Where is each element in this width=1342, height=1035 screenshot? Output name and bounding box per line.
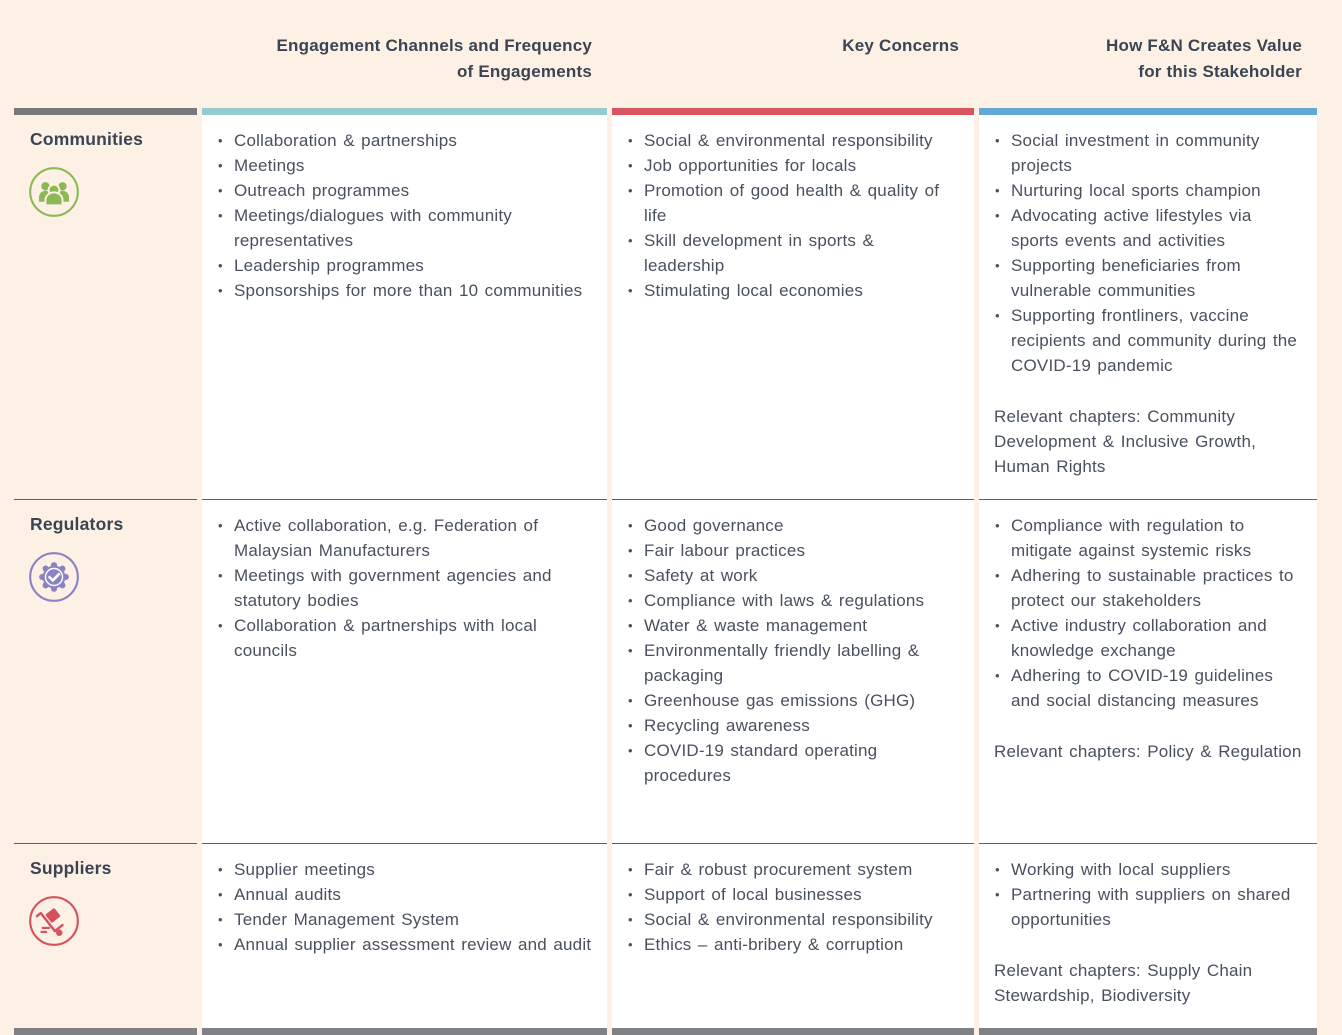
relevant-chapters-note: Relevant chapters: Community Development & Inclusive Growth, Human Rights <box>994 407 1257 476</box>
relevant-chapters-note: Relevant chapters: Supply Chain Stewardship, Biodiversity <box>994 961 1253 1005</box>
concerns-column-bar <box>612 108 974 115</box>
bullet-item <box>217 613 592 663</box>
engagement-channels-cell <box>202 843 607 1028</box>
bullet-text: Meetings/dialogues with community representatives <box>234 206 512 250</box>
key-concerns-cell <box>612 843 974 1028</box>
engagement-bullet-list <box>217 128 592 303</box>
bullet-text: Advocating active lifestyles via sports events and activities <box>1011 206 1252 250</box>
bullet-dot-icon: • <box>628 693 633 708</box>
bullet-text: Fair labour practices <box>644 541 806 560</box>
bullet-text: Collaboration & partnerships with local councils <box>234 616 537 660</box>
bullet-item <box>994 857 1302 882</box>
bullet-dot-icon: • <box>218 937 223 952</box>
value-creation-cell <box>979 499 1317 843</box>
bullet-dot-icon: • <box>628 618 633 633</box>
bullet-dot-icon: • <box>995 518 1000 533</box>
bullet-dot-icon: • <box>628 718 633 733</box>
bullet-text: Safety at work <box>644 566 758 585</box>
bullet-item <box>994 303 1302 378</box>
bullet-item <box>994 613 1302 663</box>
bullet-dot-icon: • <box>628 887 633 902</box>
bullet-text: Active collaboration, e.g. Federation of Malaysian Manufacturers <box>234 516 539 560</box>
bullet-text: Greenhouse gas emissions (GHG) <box>644 691 916 710</box>
bullet-item <box>217 513 592 563</box>
bullet-item <box>217 857 592 882</box>
bullet-item <box>217 882 592 907</box>
stakeholder-cell-communities <box>14 115 197 499</box>
column-header-stakeholder <box>14 0 197 108</box>
column-header-engagement-channels <box>202 0 607 108</box>
bullet-text: Partnering with suppliers on shared opportunities <box>1011 885 1291 929</box>
bullet-item <box>627 882 959 907</box>
bullet-text: Skill development in sports & leadership <box>644 231 875 275</box>
bullet-text: COVID-19 standard operating procedures <box>644 741 878 785</box>
bullet-text: Stimulating local economies <box>644 281 864 300</box>
bullet-item <box>994 203 1302 253</box>
value-bullet-list <box>994 513 1302 713</box>
bullet-text: Social & environmental responsibility <box>644 910 933 929</box>
bullet-dot-icon: • <box>995 308 1000 323</box>
bullet-item <box>217 153 592 178</box>
header-line: How F&N Creates Value <box>1106 36 1302 55</box>
bullet-text: Tender Management System <box>234 910 460 929</box>
bullet-item <box>627 932 959 957</box>
concerns-bullet-list <box>627 513 959 788</box>
bullet-item <box>627 713 959 738</box>
bullet-item <box>627 538 959 563</box>
bullet-dot-icon: • <box>218 133 223 148</box>
bullet-item <box>217 907 592 932</box>
key-concerns-cell <box>612 115 974 499</box>
bullet-dot-icon: • <box>628 158 633 173</box>
bullet-item <box>217 563 592 613</box>
header-line: of Engagements <box>456 62 592 81</box>
bullet-item <box>994 663 1302 713</box>
bullet-text: Ethics – anti-bribery & corruption <box>644 935 904 954</box>
header-line: Engagement Channels and Frequency <box>276 36 592 55</box>
bullet-item <box>217 178 592 203</box>
bullet-text: Job opportunities for locals <box>644 156 857 175</box>
column-header-value-creation <box>979 0 1317 108</box>
bullet-item <box>627 613 959 638</box>
bullet-item <box>627 588 959 613</box>
bullet-item <box>217 253 592 278</box>
bullet-dot-icon: • <box>995 568 1000 583</box>
bullet-text: Adhering to COVID-19 guidelines and social distancing measures <box>1011 666 1274 710</box>
concerns-bullet-list <box>627 857 959 957</box>
bullet-text: Annual audits <box>234 885 342 904</box>
value-creation-cell <box>979 115 1317 499</box>
bullet-text: Social & environmental responsibility <box>644 131 933 150</box>
bullet-dot-icon: • <box>218 518 223 533</box>
stakeholder-engagement-table <box>14 0 1317 1035</box>
engagement-channels-cell <box>202 115 607 499</box>
bullet-item <box>627 228 959 278</box>
bullet-text: Outreach programmes <box>234 181 410 200</box>
bullet-item <box>217 203 592 253</box>
header-line: Key Concerns <box>842 36 959 55</box>
bullet-dot-icon: • <box>628 518 633 533</box>
bullet-dot-icon: • <box>218 912 223 927</box>
bullet-item <box>994 882 1302 932</box>
bullet-item <box>627 857 959 882</box>
concerns-bullet-list <box>627 128 959 303</box>
stakeholder-cell-suppliers <box>14 843 197 1028</box>
bullet-text: Water & waste management <box>644 616 868 635</box>
bullet-item <box>627 128 959 153</box>
bullet-text: Meetings with government agencies and statutory bodies <box>234 566 552 610</box>
bullet-text: Compliance with regulation to mitigate against systemic risks <box>1011 516 1252 560</box>
key-concerns-cell <box>612 499 974 843</box>
bullet-dot-icon: • <box>628 283 633 298</box>
value-bullet-list <box>994 857 1302 932</box>
bullet-text: Nurturing local sports champion <box>1011 181 1261 200</box>
bullet-item <box>627 688 959 713</box>
stakeholder-name: Suppliers <box>30 858 112 878</box>
bullet-text: Collaboration & partnerships <box>234 131 458 150</box>
bullet-text: Recycling awareness <box>644 716 810 735</box>
engagement-channels-cell <box>202 499 607 843</box>
bullet-text: Environmentally friendly labelling & packaging <box>644 641 920 685</box>
bullet-dot-icon: • <box>995 668 1000 683</box>
bullet-dot-icon: • <box>628 743 633 758</box>
bullet-text: Active industry collaboration and knowledge exchange <box>1011 616 1267 660</box>
bullet-text: Annual supplier assessment review and audit <box>234 935 592 954</box>
bullet-item <box>994 513 1302 563</box>
bullet-text: Fair & robust procurement system <box>644 860 913 879</box>
stakeholder-name: Regulators <box>30 514 124 534</box>
bullet-item <box>627 513 959 538</box>
bullet-item <box>627 638 959 688</box>
bullet-item <box>994 563 1302 613</box>
bullet-text: Leadership programmes <box>234 256 424 275</box>
engagement-bullet-list <box>217 513 592 663</box>
stakeholder-name: Communities <box>30 129 144 149</box>
bullet-text: Social investment in community projects <box>1011 131 1260 175</box>
bullet-item <box>217 932 592 957</box>
stakeholder-column-bar <box>14 108 197 115</box>
bullet-dot-icon: • <box>218 862 223 877</box>
hand-truck-icon <box>28 895 80 947</box>
bullet-text: Supporting beneficiaries from vulnerable communities <box>1011 256 1241 300</box>
bullet-dot-icon: • <box>628 937 633 952</box>
bullet-text: Working with local suppliers <box>1011 860 1231 879</box>
header-line: for this Stakeholder <box>1138 62 1302 81</box>
bullet-dot-icon: • <box>995 887 1000 902</box>
bullet-dot-icon: • <box>628 133 633 148</box>
engagement-bullet-list <box>217 857 592 957</box>
bullet-text: Good governance <box>644 516 784 535</box>
bullet-dot-icon: • <box>995 133 1000 148</box>
bullet-text: Adhering to sustainable practices to protect our stakeholders <box>1011 566 1294 610</box>
bullet-dot-icon: • <box>218 283 223 298</box>
bullet-dot-icon: • <box>218 158 223 173</box>
column-header-key-concerns <box>612 0 974 108</box>
bullet-dot-icon: • <box>218 208 223 223</box>
bullet-dot-icon: • <box>628 568 633 583</box>
bullet-item <box>627 153 959 178</box>
bullet-text: Supplier meetings <box>234 860 375 879</box>
bullet-dot-icon: • <box>218 568 223 583</box>
bullet-item <box>627 563 959 588</box>
people-group-icon <box>28 166 80 218</box>
value-bullet-list <box>994 128 1302 378</box>
bullet-text: Sponsorships for more than 10 communities <box>234 281 583 300</box>
bullet-dot-icon: • <box>628 233 633 248</box>
bullet-dot-icon: • <box>628 862 633 877</box>
bullet-text: Supporting frontliners, vaccine recipients and community during the COVID-19 pandemic <box>1011 306 1298 375</box>
bullet-dot-icon: • <box>628 183 633 198</box>
bullet-dot-icon: • <box>628 543 633 558</box>
bullet-item <box>994 253 1302 303</box>
bullet-dot-icon: • <box>218 887 223 902</box>
bullet-item <box>217 278 592 303</box>
bullet-dot-icon: • <box>628 593 633 608</box>
bullet-item <box>627 178 959 228</box>
bullet-dot-icon: • <box>995 258 1000 273</box>
bullet-text: Compliance with laws & regulations <box>644 591 925 610</box>
bullet-item <box>994 178 1302 203</box>
bullet-item <box>627 907 959 932</box>
value-column-bar <box>979 108 1317 115</box>
bullet-item <box>994 128 1302 178</box>
bullet-dot-icon: • <box>995 862 1000 877</box>
bullet-item <box>627 278 959 303</box>
relevant-chapters-note: Relevant chapters: Policy & Regulation <box>994 742 1302 761</box>
bullet-dot-icon: • <box>628 643 633 658</box>
certified-badge-icon <box>28 551 80 603</box>
bullet-dot-icon: • <box>218 618 223 633</box>
bullet-item <box>627 738 959 788</box>
bullet-dot-icon: • <box>995 208 1000 223</box>
bullet-dot-icon: • <box>218 183 223 198</box>
bullet-item <box>217 128 592 153</box>
bullet-dot-icon: • <box>995 618 1000 633</box>
bullet-dot-icon: • <box>218 258 223 273</box>
engagement-column-bar <box>202 108 607 115</box>
bullet-dot-icon: • <box>628 912 633 927</box>
stakeholder-cell-regulators <box>14 499 197 843</box>
bullet-text: Promotion of good health & quality of life <box>644 181 940 225</box>
bullet-text: Meetings <box>234 156 305 175</box>
bullet-text: Support of local businesses <box>644 885 862 904</box>
value-creation-cell <box>979 843 1317 1028</box>
bullet-dot-icon: • <box>995 183 1000 198</box>
